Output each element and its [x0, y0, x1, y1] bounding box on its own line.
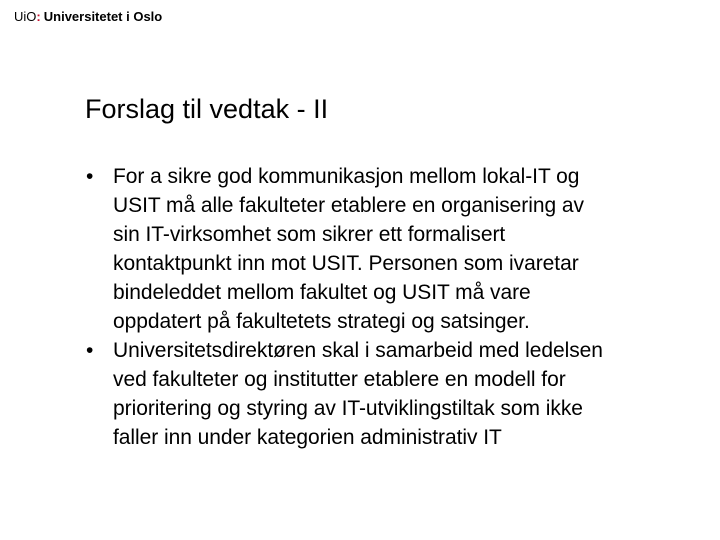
- bullet-line: For a sikre god kommunikasjon mellom lokal-IT og: [113, 165, 580, 188]
- slide-title: Forslag til vedtak - II: [85, 94, 329, 124]
- bullet-line: bindeleddet mellom fakultet og USIT må vare: [113, 281, 531, 304]
- bullet-list: [86, 162, 686, 452]
- bullet-marker-icon: •: [86, 165, 94, 188]
- logo-red-dot-icon: :: [36, 9, 41, 24]
- bullet-item: [86, 336, 686, 452]
- bullet-line: faller inn under kategorien administrativ IT: [113, 426, 502, 449]
- bullet-item: [86, 162, 686, 336]
- bullet-marker-icon: •: [86, 339, 94, 362]
- bullet-line: ved fakulteter og institutter etablere en modell for: [113, 368, 566, 391]
- bullet-line: USIT må alle fakulteter etablere en organisering av: [113, 194, 584, 217]
- bullet-line: Universitetsdirektøren skal i samarbeid med ledelsen: [113, 339, 603, 362]
- uio-logo-mark: UiO:: [14, 9, 41, 24]
- uio-logo: [14, 9, 162, 27]
- bullet-line: oppdatert på fakultetets strategi og satsinger.: [113, 310, 530, 333]
- bullet-line: prioritering og styring av IT-utviklingstiltak som ikke: [113, 397, 583, 420]
- institution-name: Universitetet i Oslo: [43, 9, 163, 24]
- bullet-line: sin IT-virksomhet som sikrer ett formalisert: [113, 223, 506, 246]
- bullet-line: kontaktpunkt inn mot USIT. Personen som ivaretar: [113, 252, 579, 275]
